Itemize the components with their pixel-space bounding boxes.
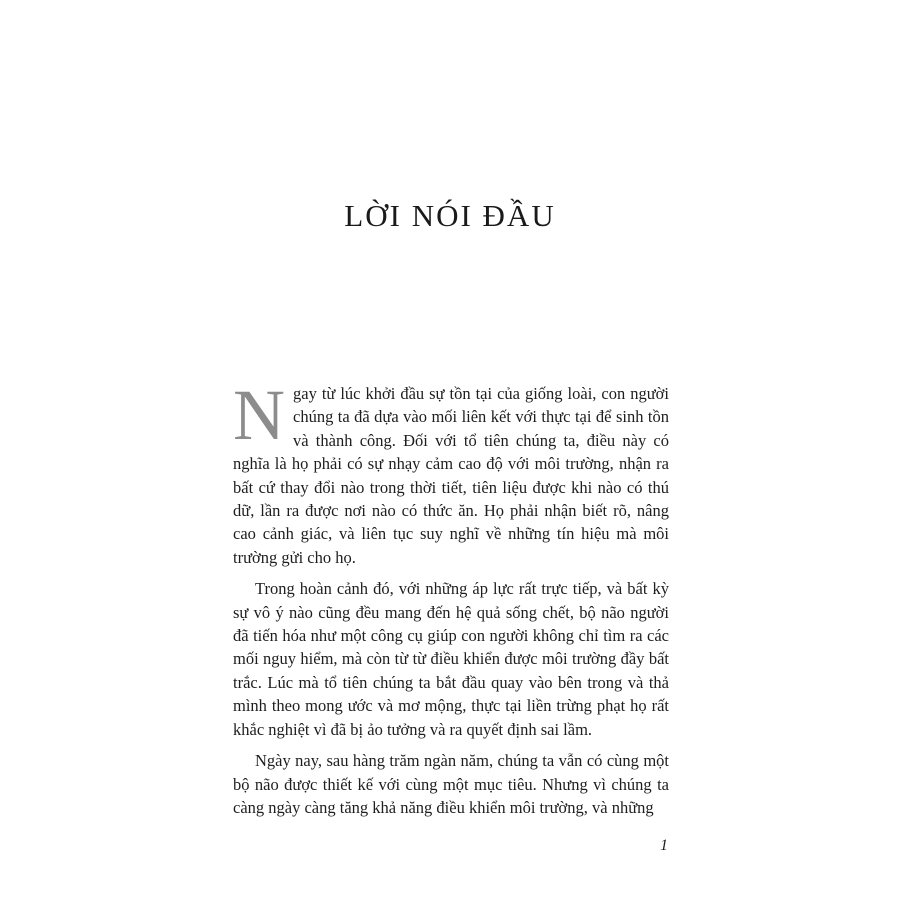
page-number: 1 — [660, 837, 668, 854]
drop-cap-letter: N — [233, 375, 285, 455]
body-text — [233, 375, 669, 827]
paragraph-2: Trong hoàn cảnh đó, với những áp lực rất trực tiếp, và bất kỳ sự vô ý nào cũng đều mang đến hệ quả sống chết, bộ não người đã tiến hóa như một công cụ giúp con người không chỉ tìm ra các mối nguy hiểm, mà còn từ từ điều khiển được môi trường đầy bất trắc. Lúc mà tổ tiên chúng ta bắt đầu quay vào bên trong và thả mình theo mong ước và mơ mộng, thực tại liền trừng phạt họ rất khắc nghiệt vì đã bị ảo tưởng và ra quyết định sai lầm. — [233, 579, 669, 739]
paragraph-3: Ngày nay, sau hàng trăm ngàn năm, chúng ta vẫn có cùng một bộ não được thiết kế với cùng một mục tiêu. Nhưng vì chúng ta càng ngày càng tăng khả năng điều khiển môi trường, và những — [233, 751, 669, 817]
chapter-title: LỜI NÓI ĐẦU — [344, 198, 556, 233]
paragraph-1 — [233, 375, 669, 569]
paragraph-1-text: gay từ lúc khởi đầu sự tồn tại của giống loài, con người chúng ta đã dựa vào mối liên kết với thực tại để sinh tồn và thành công. Đối với tổ tiên chúng ta, điều này có nghĩa là họ phải có sự nhạy cảm cao độ với môi trường, nhận ra bất cứ thay đổi nào trong thời tiết, tiên liệu được khi nào có thú dữ, lần ra được nơi nào có thức ăn. Họ phải nhận biết rõ, nâng cao cảnh giác, và liên tục suy nghĩ về những tín hiệu mà môi trường gửi cho họ. — [233, 384, 669, 567]
